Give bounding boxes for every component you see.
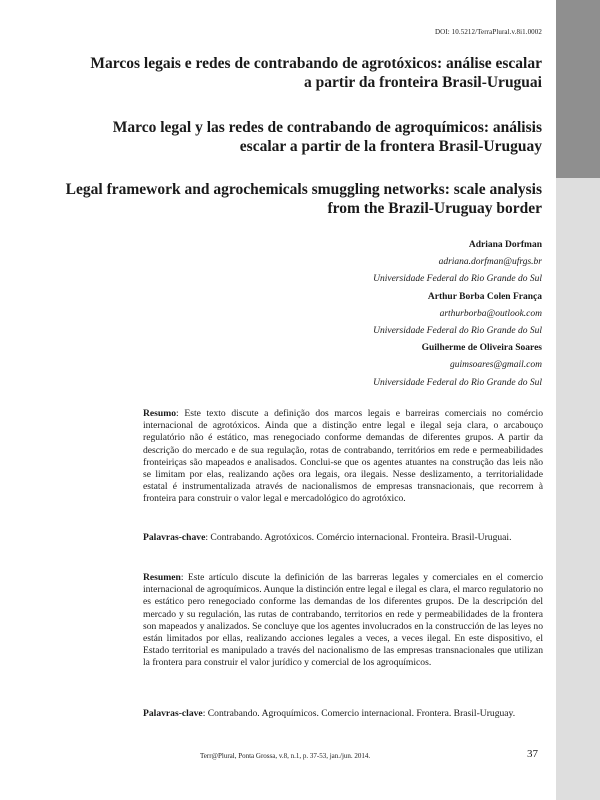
footer-citation: Terr@Plural, Ponta Grossa, v.8, n.1, p. 37-53, jan./jun. 2014. xyxy=(200,752,371,760)
abstract-label: Resumen xyxy=(143,572,181,583)
title-spanish: Marco legal y las redes de contrabando de agroquímicos: análisis escalar a partir de la frontera Brasil-Uruguay xyxy=(112,119,542,155)
author-institution: Universidade Federal do Rio Grande do Sul xyxy=(373,274,542,285)
author-name: Guilherme de Oliveira Soares xyxy=(421,343,542,354)
keywords-text: : Contrabando. Agroquímicos. Comercio internacional. Frontera. Brasil-Uruguay. xyxy=(202,708,516,719)
abstract-spanish xyxy=(143,572,543,670)
author-name: Arthur Borba Colen França xyxy=(427,291,542,302)
title-english: Legal framework and agrochemicals smuggling networks: scale analysis from the Brazil-Uruguay border xyxy=(65,181,542,217)
keywords-spanish xyxy=(143,708,543,720)
abstract-portuguese xyxy=(143,408,543,506)
page-edge-tab-dark xyxy=(556,0,600,178)
abstract-text: : Este texto discute a definição dos marcos legais e barreiras comerciais no comércio internacional de agrotóxicos. Ainda que a distinção entre legal e ilegal seja clara, o arcabouço regulatório não é estático, mas renegociado conforme demandas de diferentes grupos. A partir da descrição do mercado e de sua regulação, rotas de contrabando, territórios em rede e permeabilidades fronteiriças são mapeados e analisados. Conclui-se que os agentes atuantes na construção das leis não se limitam por elas, realizando ações ora legais, ora ilegais. Nesse deslizamento, a territorialidade estatal é instrumentalizada através de nacionalismos de empresas transnacionais, que recorrem à fronteira para construir o valor legal e mercadológico do agrotóxico. xyxy=(143,408,543,505)
title-portuguese: Marcos legais e redes de contrabando de agrotóxicos: análise escalar a partir da fronteira Brasil-Uruguai xyxy=(90,55,542,91)
author-list xyxy=(142,237,542,392)
author-email: adriana.dorfman@ufrgs.br xyxy=(438,257,542,268)
page-number: 37 xyxy=(527,748,538,760)
keywords-portuguese xyxy=(143,532,543,544)
keywords-text: : Contrabando. Agrotóxicos. Comércio internacional. Fronteira. Brasil-Uruguai. xyxy=(205,532,512,543)
author-institution: Universidade Federal do Rio Grande do Sul xyxy=(373,326,542,337)
keywords-label: Palavras-clave xyxy=(143,708,203,719)
abstract-text: : Este artículo discute la definición de las barreras legales y comerciales en el comercio internacional de agroquímicos. Aunque la distinción entre legal e ilegal es clara, el marco regulatorio no es estático pero renegociado conforme las demandas de los diferentes grupos. De la descripción del mercado y su regulación, las rutas de contrabando, territorios en rede y permeabilidades de la frontera son mapeados y analizados. Se concluye que los agentes involucrados en la construcción de las leyes no están limitados por ellas, realizando acciones legales a veces, a veces ilegal. En este dispositivo, el Estado territorial es manipulado a través del nacionalismo de las empresas transnacionales que utilizan la frontera para construir el valor jurídico y comercial de los agroquímicos. xyxy=(143,572,543,669)
author-institution: Universidade Federal do Rio Grande do Sul xyxy=(373,377,542,388)
author-email: guimsoares@gmail.com xyxy=(449,360,542,371)
keywords-label: Palavras-chave xyxy=(143,532,206,543)
abstract-label: Resumo xyxy=(143,408,177,419)
author-name: Adriana Dorfman xyxy=(468,240,542,250)
page-edge-tab-light xyxy=(556,178,600,800)
author-email: arthurborba@outlook.com xyxy=(439,308,542,319)
doi-line: DOI: 10.5212/TerraPlural.v.8i1.0002 xyxy=(435,28,542,36)
